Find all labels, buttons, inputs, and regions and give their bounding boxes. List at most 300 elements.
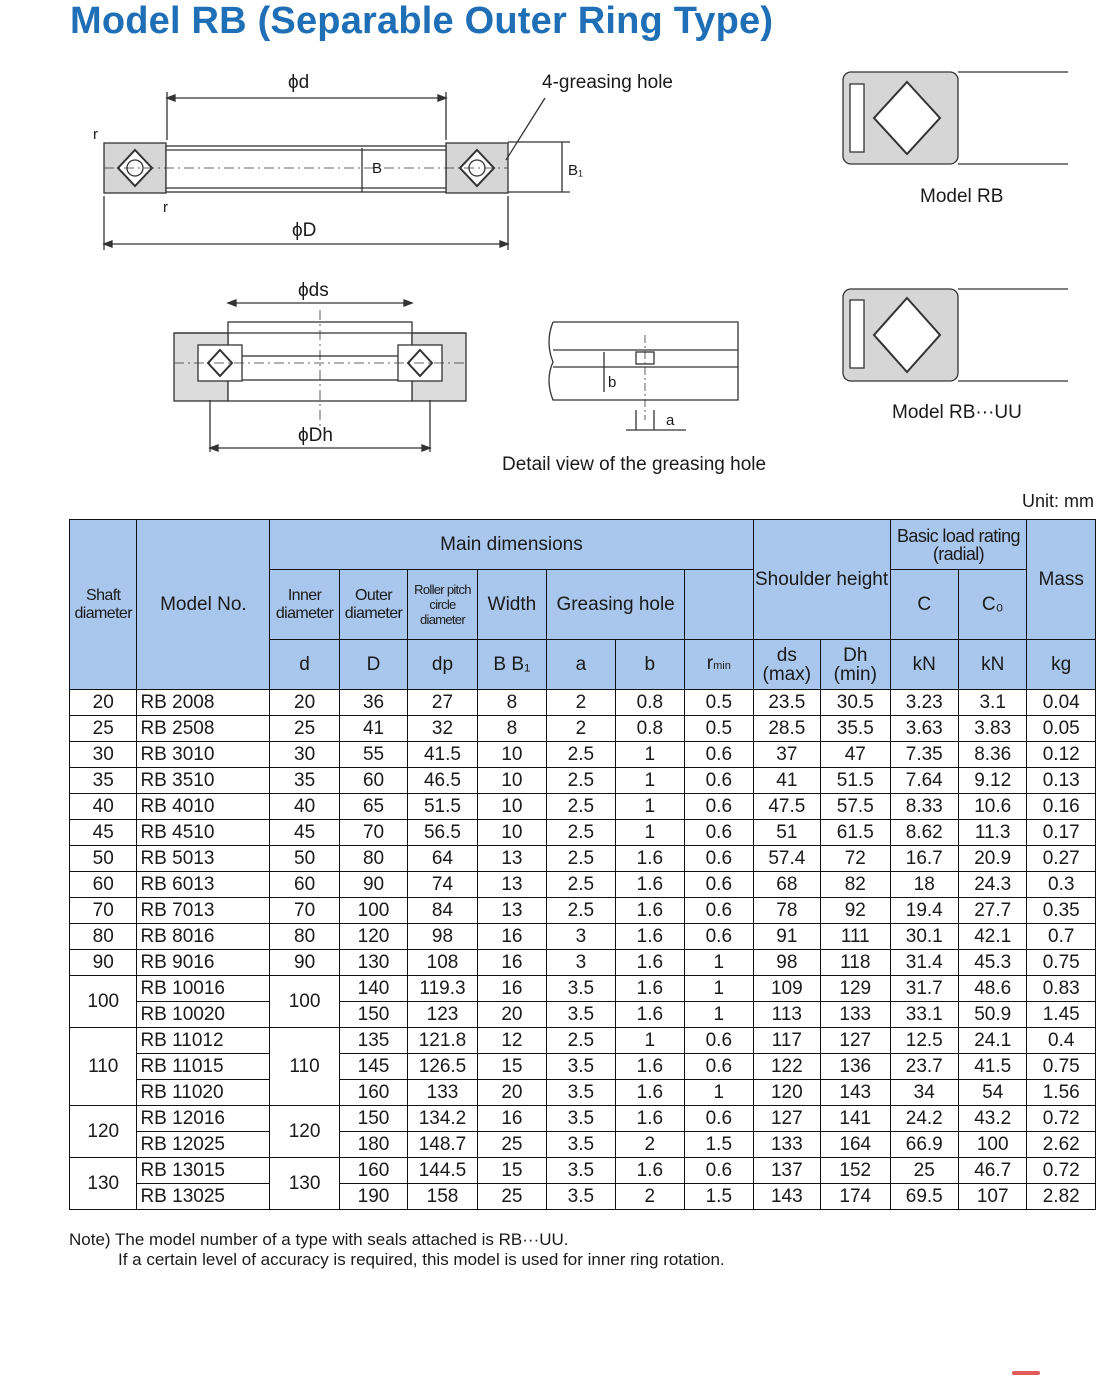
table-cell-a: 3.5 — [547, 1132, 615, 1158]
table-cell-a: 2.5 — [547, 898, 615, 924]
table-cell-D: 160 — [339, 1158, 407, 1184]
table-cell-b: 1.6 — [615, 924, 684, 950]
table-cell-D: 180 — [339, 1132, 407, 1158]
table-cell-ds: 37 — [753, 742, 820, 768]
table-cell-mass: 0.16 — [1027, 794, 1096, 820]
table-cell-D: 120 — [339, 924, 407, 950]
table-cell-r: 0.6 — [685, 742, 754, 768]
table-cell-dp: 133 — [408, 1080, 477, 1106]
table-cell-D: 150 — [339, 1002, 407, 1028]
table-cell-C: 34 — [890, 1080, 958, 1106]
table-cell-D: 80 — [339, 846, 407, 872]
table-cell-r: 1 — [685, 950, 754, 976]
table-cell-mass: 0.27 — [1027, 846, 1096, 872]
table-cell-shaft: 100 — [70, 976, 137, 1028]
table-cell-b: 2 — [615, 1184, 684, 1210]
table-cell-model: RB 12025 — [137, 1132, 270, 1158]
table-cell-D: 150 — [339, 1106, 407, 1132]
table-cell-a: 3.5 — [547, 1054, 615, 1080]
table-row — [70, 924, 1096, 950]
table-cell-ds: 78 — [753, 898, 820, 924]
Dh-sub: (min) — [833, 663, 877, 685]
table-cell-B: 8 — [477, 690, 546, 716]
table-cell-shaft: 80 — [70, 924, 137, 950]
table-cell-r: 1 — [685, 976, 754, 1002]
table-cell-d: 80 — [270, 924, 339, 950]
model-rbuu-caption: Model RB···UU — [892, 402, 1022, 423]
table-cell-B: 13 — [477, 898, 546, 924]
table-cell-r: 0.6 — [685, 1158, 754, 1184]
table-cell-mass: 0.05 — [1027, 716, 1096, 742]
table-cell-C: 31.4 — [890, 950, 958, 976]
rmin-sub: min — [713, 659, 731, 672]
label-a: a — [666, 412, 675, 429]
table-cell-B: 10 — [477, 768, 546, 794]
table-cell-a: 2.5 — [547, 872, 615, 898]
table-cell-C: 12.5 — [890, 1028, 958, 1054]
table-cell-Dh: 174 — [821, 1184, 890, 1210]
table-cell-mass: 0.13 — [1027, 768, 1096, 794]
table-cell-B: 16 — [477, 950, 546, 976]
header-inner: Inner diameter — [270, 570, 339, 640]
table-cell-C0: 24.1 — [958, 1028, 1026, 1054]
table-cell-model: RB 2508 — [137, 716, 270, 742]
table-cell-ds: 133 — [753, 1132, 820, 1158]
label-d: ϕd — [288, 72, 310, 93]
table-cell-dp: 148.7 — [408, 1132, 477, 1158]
label-b: b — [608, 374, 617, 391]
table-cell-ds: 47.5 — [753, 794, 820, 820]
table-cell-ds: 23.5 — [753, 690, 820, 716]
table-cell-mass: 0.72 — [1027, 1106, 1096, 1132]
table-cell-r: 0.6 — [685, 1028, 754, 1054]
table-cell-model: RB 6013 — [137, 872, 270, 898]
label-B: B — [372, 160, 383, 177]
table-cell-b: 0.8 — [615, 690, 684, 716]
table-cell-dp: 84 — [408, 898, 477, 924]
table-cell-a: 2.5 — [547, 846, 615, 872]
table-cell-dp: 56.5 — [408, 820, 477, 846]
table-cell-shaft: 45 — [70, 820, 137, 846]
table-cell-b: 2 — [615, 1132, 684, 1158]
table-cell-Dh: 141 — [821, 1106, 890, 1132]
table-row — [70, 1080, 1096, 1106]
table-cell-mass: 0.75 — [1027, 1054, 1096, 1080]
table-cell-C0: 54 — [958, 1080, 1026, 1106]
table-cell-a: 3.5 — [547, 1002, 615, 1028]
table-cell-b: 1 — [615, 742, 684, 768]
table-cell-C0: 10.6 — [958, 794, 1026, 820]
table-row — [70, 950, 1096, 976]
table-cell-d: 30 — [270, 742, 339, 768]
table-cell-Dh: 47 — [821, 742, 890, 768]
table-cell-Dh: 118 — [821, 950, 890, 976]
table-cell-D: 36 — [339, 690, 407, 716]
header-greasing: Greasing hole — [547, 570, 685, 640]
header-kg: kg — [1027, 640, 1096, 690]
table-row — [70, 1002, 1096, 1028]
table-cell-a: 3.5 — [547, 976, 615, 1002]
table-cell-C0: 27.7 — [958, 898, 1026, 924]
page-title: Model RB (Separable Outer Ring Type) — [70, 0, 774, 42]
table-cell-C0: 46.7 — [958, 1158, 1026, 1184]
table-cell-ds: 109 — [753, 976, 820, 1002]
table-cell-a: 3.5 — [547, 1080, 615, 1106]
table-cell-Dh: 152 — [821, 1158, 890, 1184]
table-cell-dp: 98 — [408, 924, 477, 950]
table-row — [70, 846, 1096, 872]
label-r-bottom: r — [163, 199, 168, 216]
header-main-dimensions: Main dimensions — [270, 520, 753, 570]
table-cell-D: 60 — [339, 768, 407, 794]
table-cell-Dh: 92 — [821, 898, 890, 924]
table-cell-mass: 2.62 — [1027, 1132, 1096, 1158]
table-cell-r: 1.5 — [685, 1184, 754, 1210]
table-cell-model: RB 4010 — [137, 794, 270, 820]
table-cell-d: 60 — [270, 872, 339, 898]
table-cell-Dh: 61.5 — [821, 820, 890, 846]
table-cell-model: RB 13025 — [137, 1184, 270, 1210]
table-cell-model: RB 9016 — [137, 950, 270, 976]
header-a: a — [547, 640, 615, 690]
table-cell-B: 13 — [477, 872, 546, 898]
table-cell-b: 1 — [615, 768, 684, 794]
table-row — [70, 1184, 1096, 1210]
table-cell-d: 50 — [270, 846, 339, 872]
table-row — [70, 1028, 1096, 1054]
table-cell-model: RB 11020 — [137, 1080, 270, 1106]
table-cell-B: 10 — [477, 820, 546, 846]
table-cell-d: 110 — [270, 1028, 339, 1106]
table-cell-shaft: 60 — [70, 872, 137, 898]
table-cell-D: 100 — [339, 898, 407, 924]
table-cell-Dh: 35.5 — [821, 716, 890, 742]
label-Dh: ϕDh — [298, 425, 333, 446]
table-cell-Dh: 111 — [821, 924, 890, 950]
table-cell-shaft: 20 — [70, 690, 137, 716]
header-kN-C0: kN — [958, 640, 1026, 690]
table-row — [70, 768, 1096, 794]
table-cell-C: 18 — [890, 872, 958, 898]
table-cell-model: RB 13015 — [137, 1158, 270, 1184]
table-cell-b: 1.6 — [615, 872, 684, 898]
table-cell-model: RB 7013 — [137, 898, 270, 924]
table-cell-D: 135 — [339, 1028, 407, 1054]
table-cell-C0: 3.83 — [958, 716, 1026, 742]
table-cell-b: 0.8 — [615, 716, 684, 742]
table-cell-D: 65 — [339, 794, 407, 820]
table-cell-model: RB 3010 — [137, 742, 270, 768]
table-cell-shaft: 25 — [70, 716, 137, 742]
table-row — [70, 872, 1096, 898]
header-pitch: Roller pitch circle diameter — [408, 570, 477, 640]
table-cell-shaft: 30 — [70, 742, 137, 768]
table-row — [70, 976, 1096, 1002]
table-cell-b: 1.6 — [615, 1002, 684, 1028]
table-cell-Dh: 127 — [821, 1028, 890, 1054]
table-cell-model: RB 10020 — [137, 1002, 270, 1028]
table-cell-r: 0.6 — [685, 924, 754, 950]
table-cell-C: 30.1 — [890, 924, 958, 950]
table-cell-C: 31.7 — [890, 976, 958, 1002]
table-cell-B: 16 — [477, 1106, 546, 1132]
table-cell-d: 35 — [270, 768, 339, 794]
table-cell-d: 100 — [270, 976, 339, 1028]
table-cell-a: 3.5 — [547, 1184, 615, 1210]
table-cell-b: 1.6 — [615, 898, 684, 924]
Dh-symbol: Dh — [843, 644, 868, 666]
table-row — [70, 1158, 1096, 1184]
header-C0: C₀ — [958, 570, 1026, 640]
table-cell-B: 16 — [477, 924, 546, 950]
detail-caption: Detail view of the greasing hole — [502, 454, 767, 475]
table-cell-d: 90 — [270, 950, 339, 976]
table-cell-ds: 91 — [753, 924, 820, 950]
label-r-top: r — [93, 126, 98, 143]
table-cell-C: 24.2 — [890, 1106, 958, 1132]
table-cell-dp: 41.5 — [408, 742, 477, 768]
header-kN-C: kN — [890, 640, 958, 690]
table-cell-C0: 41.5 — [958, 1054, 1026, 1080]
table-row — [70, 1106, 1096, 1132]
table-cell-dp: 119.3 — [408, 976, 477, 1002]
table-cell-r: 0.6 — [685, 898, 754, 924]
table-cell-b: 1.6 — [615, 846, 684, 872]
table-cell-D: 41 — [339, 716, 407, 742]
label-B1: B₁ — [568, 162, 584, 179]
header-dp: dp — [408, 640, 477, 690]
header-b: b — [615, 640, 684, 690]
table-cell-B: 15 — [477, 1054, 546, 1080]
table-cell-B: 8 — [477, 716, 546, 742]
table-cell-B: 25 — [477, 1184, 546, 1210]
table-row — [70, 1054, 1096, 1080]
table-cell-C0: 43.2 — [958, 1106, 1026, 1132]
table-cell-C0: 20.9 — [958, 846, 1026, 872]
table-cell-b: 1 — [615, 820, 684, 846]
table-cell-mass: 0.12 — [1027, 742, 1096, 768]
table-cell-model: RB 10016 — [137, 976, 270, 1002]
table-cell-ds: 28.5 — [753, 716, 820, 742]
table-cell-C0: 3.1 — [958, 690, 1026, 716]
table-cell-C: 7.35 — [890, 742, 958, 768]
table-cell-ds: 41 — [753, 768, 820, 794]
table-cell-d: 40 — [270, 794, 339, 820]
table-cell-r: 0.6 — [685, 768, 754, 794]
header-model: Model No. — [137, 520, 270, 690]
table-cell-mass: 0.7 — [1027, 924, 1096, 950]
table-cell-r: 1.5 — [685, 1132, 754, 1158]
model-rb-caption: Model RB — [920, 186, 1004, 207]
table-cell-dp: 144.5 — [408, 1158, 477, 1184]
header-d: d — [270, 640, 339, 690]
table-cell-dp: 123 — [408, 1002, 477, 1028]
table-cell-mass: 1.56 — [1027, 1080, 1096, 1106]
table-cell-Dh: 51.5 — [821, 768, 890, 794]
table-cell-a: 2.5 — [547, 1028, 615, 1054]
header-ds — [753, 640, 820, 690]
table-cell-B: 10 — [477, 794, 546, 820]
table-cell-shaft: 40 — [70, 794, 137, 820]
table-cell-b: 1.6 — [615, 976, 684, 1002]
table-cell-mass: 2.82 — [1027, 1184, 1096, 1210]
table-cell-ds: 120 — [753, 1080, 820, 1106]
table-cell-C: 33.1 — [890, 1002, 958, 1028]
table-cell-Dh: 82 — [821, 872, 890, 898]
table-cell-d: 25 — [270, 716, 339, 742]
table-cell-mass: 0.35 — [1027, 898, 1096, 924]
rmin-symbol: r — [706, 652, 714, 674]
table-cell-model: RB 5013 — [137, 846, 270, 872]
table-cell-dp: 108 — [408, 950, 477, 976]
table-cell-mass: 0.75 — [1027, 950, 1096, 976]
note-line-1: Note) The model number of a type with seals attached is RB···UU. — [69, 1230, 569, 1249]
table-cell-B: 25 — [477, 1132, 546, 1158]
table-cell-D: 160 — [339, 1080, 407, 1106]
table-cell-B: 12 — [477, 1028, 546, 1054]
table-row — [70, 716, 1096, 742]
table-cell-B: 20 — [477, 1080, 546, 1106]
table-cell-dp: 74 — [408, 872, 477, 898]
header-shoulder: Shoulder height — [753, 520, 890, 640]
table-cell-dp: 27 — [408, 690, 477, 716]
table-cell-d: 70 — [270, 898, 339, 924]
header-rmin — [685, 640, 754, 690]
table-row — [70, 898, 1096, 924]
table-cell-C0: 24.3 — [958, 872, 1026, 898]
table-cell-ds: 98 — [753, 950, 820, 976]
table-cell-C: 7.64 — [890, 768, 958, 794]
table-cell-ds: 51 — [753, 820, 820, 846]
table-cell-dp: 51.5 — [408, 794, 477, 820]
table-cell-C0: 107 — [958, 1184, 1026, 1210]
table-cell-dp: 126.5 — [408, 1054, 477, 1080]
header-outer: Outer diameter — [339, 570, 407, 640]
table-cell-D: 145 — [339, 1054, 407, 1080]
table-cell-Dh: 143 — [821, 1080, 890, 1106]
table-cell-b: 1.6 — [615, 950, 684, 976]
table-cell-d: 120 — [270, 1106, 339, 1158]
table-cell-a: 2.5 — [547, 820, 615, 846]
table-cell-C: 19.4 — [890, 898, 958, 924]
table-cell-b: 1.6 — [615, 1106, 684, 1132]
table-cell-D: 55 — [339, 742, 407, 768]
table-cell-d: 20 — [270, 690, 339, 716]
table-cell-b: 1.6 — [615, 1158, 684, 1184]
table-cell-C0: 42.1 — [958, 924, 1026, 950]
table-cell-C: 66.9 — [890, 1132, 958, 1158]
table-cell-a: 3.5 — [547, 1106, 615, 1132]
table-cell-shaft: 130 — [70, 1158, 137, 1210]
table-cell-shaft: 35 — [70, 768, 137, 794]
table-cell-d: 45 — [270, 820, 339, 846]
label-D: ϕD — [292, 220, 317, 241]
header-blank — [685, 570, 754, 640]
table-cell-Dh: 133 — [821, 1002, 890, 1028]
table-cell-dp: 32 — [408, 716, 477, 742]
table-cell-a: 2.5 — [547, 768, 615, 794]
header-C: C — [890, 570, 958, 640]
table-row — [70, 742, 1096, 768]
table-cell-b: 1 — [615, 1028, 684, 1054]
header-load: Basic load rating (radial) — [890, 520, 1027, 570]
unit-label: Unit: mm — [1022, 491, 1094, 511]
table-cell-Dh: 57.5 — [821, 794, 890, 820]
table-cell-mass: 0.83 — [1027, 976, 1096, 1002]
ds-symbol: ds — [776, 644, 797, 666]
table-cell-D: 130 — [339, 950, 407, 976]
table-cell-r: 0.6 — [685, 1054, 754, 1080]
table-cell-a: 3 — [547, 924, 615, 950]
label-greasing-hole: 4-greasing hole — [542, 72, 673, 93]
spec-table-body — [70, 690, 1096, 1210]
table-cell-B: 10 — [477, 742, 546, 768]
table-cell-r: 1 — [685, 1080, 754, 1106]
table-cell-mass: 0.72 — [1027, 1158, 1096, 1184]
table-cell-C: 8.33 — [890, 794, 958, 820]
table-row — [70, 794, 1096, 820]
table-cell-Dh: 72 — [821, 846, 890, 872]
table-cell-r: 0.6 — [685, 846, 754, 872]
table-cell-C: 25 — [890, 1158, 958, 1184]
table-cell-model: RB 11012 — [137, 1028, 270, 1054]
table-cell-C: 8.62 — [890, 820, 958, 846]
table-cell-shaft: 120 — [70, 1106, 137, 1158]
label-ds: ϕds — [298, 280, 329, 301]
table-cell-ds: 143 — [753, 1184, 820, 1210]
table-cell-r: 1 — [685, 1002, 754, 1028]
table-cell-D: 140 — [339, 976, 407, 1002]
decorative-accent — [1012, 1371, 1040, 1375]
table-cell-model: RB 11015 — [137, 1054, 270, 1080]
table-cell-r: 0.6 — [685, 794, 754, 820]
table-cell-shaft: 70 — [70, 898, 137, 924]
table-cell-dp: 46.5 — [408, 768, 477, 794]
table-cell-C: 3.23 — [890, 690, 958, 716]
table-cell-r: 0.6 — [685, 820, 754, 846]
table-cell-ds: 137 — [753, 1158, 820, 1184]
table-cell-C: 16.7 — [890, 846, 958, 872]
table-cell-ds: 117 — [753, 1028, 820, 1054]
table-cell-model: RB 3510 — [137, 768, 270, 794]
table-row — [70, 1132, 1096, 1158]
header-mass: Mass — [1027, 520, 1096, 640]
header-Dh — [821, 640, 890, 690]
table-cell-C0: 8.36 — [958, 742, 1026, 768]
table-cell-C0: 45.3 — [958, 950, 1026, 976]
table-cell-mass: 0.17 — [1027, 820, 1096, 846]
table-cell-r: 0.6 — [685, 872, 754, 898]
table-cell-ds: 68 — [753, 872, 820, 898]
table-cell-ds: 57.4 — [753, 846, 820, 872]
header-D: D — [339, 640, 407, 690]
header-BB1: B B₁ — [477, 640, 546, 690]
table-cell-Dh: 164 — [821, 1132, 890, 1158]
table-cell-C0: 50.9 — [958, 1002, 1026, 1028]
table-cell-model: RB 8016 — [137, 924, 270, 950]
table-cell-dp: 134.2 — [408, 1106, 477, 1132]
table-cell-r: 0.5 — [685, 690, 754, 716]
table-cell-model: RB 12016 — [137, 1106, 270, 1132]
table-cell-dp: 121.8 — [408, 1028, 477, 1054]
table-cell-D: 90 — [339, 872, 407, 898]
table-cell-dp: 158 — [408, 1184, 477, 1210]
table-cell-shaft: 50 — [70, 846, 137, 872]
table-cell-C0: 11.3 — [958, 820, 1026, 846]
table-cell-a: 3 — [547, 950, 615, 976]
table-cell-Dh: 136 — [821, 1054, 890, 1080]
table-cell-dp: 64 — [408, 846, 477, 872]
